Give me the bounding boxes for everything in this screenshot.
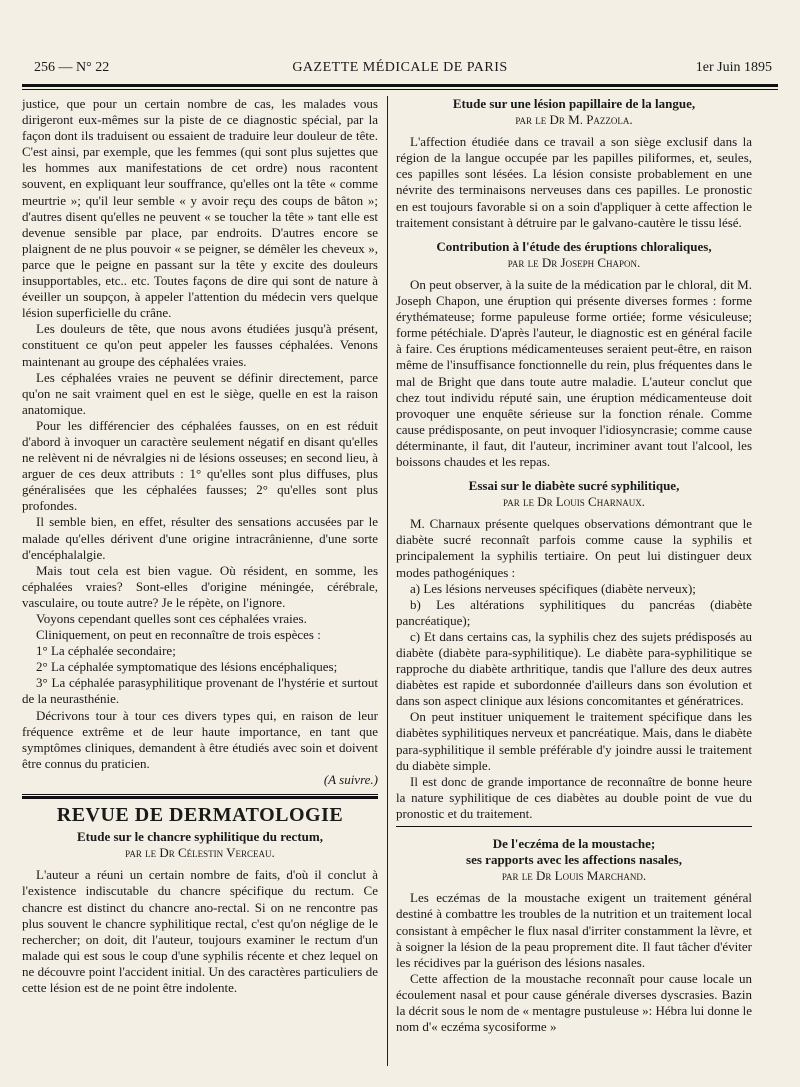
list-item: 1° La céphalée secondaire;: [36, 643, 176, 659]
article-author: par le Dr Louis Marchand.: [501, 868, 647, 884]
article-title: Essai sur le diabète sucré syphilitique,: [468, 478, 680, 494]
section-rule-thick: [22, 796, 378, 799]
paragraph: Les douleurs de tête, que nous avons étudiées jusqu'à présent, constituent ce qu'on peut appeler les fausses céphalées. Venons maintenant au groupe des céphalées vraies.: [22, 321, 378, 369]
paragraph: Il semble bien, en effet, résulter des sensations accusées par le malade qu'elles dérivent d'une origine intracrânienne, d'une sorte d'encéphalalgie.: [22, 514, 378, 562]
list-item: 2° La céphalée symptomatique des lésions encéphaliques;: [36, 659, 338, 675]
paragraph: justice, que pour un certain nombre de cas, les malades vous dirigeront eux-mêmes sur la piste de ce diagnostic spécial, par la façon dont ils traduisent ou essaient de traduire leur douleur de tête. C'est ainsi, par exemple, que les femmes (qui sont plus sujettes que les hommes aux manifestations de cet ordre) nous racontent souvent, en expliquant leur souffrance, qu'elles ont la tête « comme meurtrie »; qu'il leur semble « y avoir reçu des coups de bâton »; d'autres disent qu'elles ne peuvent « se toucher la tête » tant elle est devenue sensible par place, par endroits. D'autres encore se plaignent de ne plus pouvoir « se peigner, se démêler les cheveux », parce que le peigne en passant sur la tête y excite des douleurs insupportables, etc.. etc. Toutes façons de dire qui sont de nature à éveiller un soupçon, à appeler l'attention du médecin vers quelque lésion superficielle du crâne.: [22, 96, 378, 321]
article-title: Etude sur le chancre syphilitique du rectum,: [77, 829, 323, 845]
list-item: a) Les lésions nerveuses spécifiques (diabète nerveux);: [410, 580, 696, 596]
continued-note: (A suivre.): [323, 771, 378, 787]
paragraph: On peut observer, à la suite de la médication par le chloral, dit M. Joseph Chapon, une éruption qui présente diverses formes : forme érythémateuse; forme papuleuse forme ortiée; forme vésiculeuse; forme pétéchiale. D'après l'auteur, le diagnostic est en général facile à faire. Ces éruptions médicamenteuses seraient peut-être, en raison même de l'insuffisance fonctionnelle du rein, plus fréquentes dans le mal de Bright que dans toute autre maladie. L'auteur conclut que chez tout individu réputé sain, une éruption médicamenteuse doit provoquer une enquête sérieuse sur la fonction rénale. Comme cause prédisposante, on peut invoquer l'idiosyncrasie; comme cause déterminante, il faut, dit l'auteur, incriminer avant tout l'alcool, les boissons chaudes et les repas.: [396, 276, 752, 469]
paragraph: Décrivons tour à tour ces divers types qui, en raison de leur fréquence extrême et de leur haute importance, en tant que symptômes cliniques, demandent à être étudiés avec soin et doivent être connus du praticien.: [22, 707, 378, 771]
issue-date: 1er Juin 1895: [695, 60, 772, 75]
paragraph: Mais tout cela est bien vague. Où résident, en somme, les céphalées vraies? Sont-elles d'origine méningée, cérébrale, vasculaire, ou toute autre? Je le répète, on l'ignore.: [22, 562, 378, 610]
article-author: par le Dr Louis Charnaux.: [503, 494, 645, 510]
left-column: [22, 96, 378, 996]
paragraph: L'auteur a réuni un certain nombre de faits, d'où il conclut à l'existence indiscutable du chancre spécifique du rectum. Ce chancre est distinct du chancre ano-rectal. Si on ne rencontre pas plus souvent le chancre syphilitique rectal, c'est qu'on néglige de le rechercher; on doit, dit l'auteur, toujours examiner le rectum d'un malade qui est sous le coup d'une syphilis récente et chez lequel on ne découvre point l'accident initial. Un des caractères particuliers de cette lésion est de ne point être indolente.: [22, 867, 378, 995]
header-rule-thin: [22, 89, 778, 90]
header-rule: [22, 84, 778, 87]
paragraph: L'affection étudiée dans ce travail a son siège exclusif dans la région de la langue occupée par les papilles piliformes, et, seules, ces papilles sont lésées. La lésion consiste probablement en une névrite des terminaisons nerveuses dans ces papilles. Le pronostic en est toujours favorable si on a soin d'appliquer à cette affection le traitement consistant à détruire par le galvano-cautère le tissu lésé.: [396, 134, 752, 230]
article-title: Etude sur une lésion papillaire de la langue,: [452, 96, 696, 111]
list-item: 3° La céphalée parasyphilitique provenant de l'hystérie et surtout de la neurasthénie.: [22, 675, 378, 707]
page-header: [28, 56, 772, 78]
paragraph: On peut instituer uniquement le traitement spécifique dans les diabètes syphilitiques nerveux et pancréatique. Mais, dans le diabète para-syphilitique il semble préférable d'y joindre aussi le traitement du diabète simple.: [396, 709, 752, 773]
article-subtitle: ses rapports avec les affections nasales,: [466, 852, 682, 868]
right-column: [396, 96, 752, 1035]
column-divider: [387, 96, 388, 1066]
article-title: Contribution à l'étude des éruptions chloraliques,: [436, 238, 712, 254]
paragraph: Cette affection de la moustache reconnaît pour cause locale un écoulement nasal et pour cause générale diverses dyscrasies. Bazin la décrit sous le nom de « mentagre pustuleuse »: Hébra lui donne le nom d'« eczéma sycosiforme »: [396, 970, 752, 1035]
article-title: De l'eczéma de la moustache;: [492, 836, 656, 852]
section-rubric: REVUE DE DERMATOLOGIE: [56, 804, 344, 827]
page-number: 256 — N° 22: [34, 60, 110, 75]
section-rule: [396, 826, 752, 827]
list-item: c) Et dans certains cas, la syphilis chez des sujets prédisposés au diabète (diabète para-syphilitique). Le diabète para-syphilitique se rapproche du diabète arthritique, tandis que l'allure des deux autres diabètes est rapide et subordonnée d'ailleurs dans son évolution et dans son aspect clinique aux lésions concomitantes et génératrices.: [396, 628, 752, 709]
paragraph: Les eczémas de la moustache exigent un traitement général destiné à combattre les troubles de la nutrition et un traitement local consistant à empêcher le flux nasal d'irriter constamment la lèvre, et à soigner la lésion de la peau proprement dite. Il faut tâcher d'éviter les récidives par la guérison des lésions nasales.: [396, 890, 752, 970]
paragraph: Il est donc de grande importance de reconnaître de bonne heure la nature syphilitique de ces diabètes au double point de vue du pronostic et du traitement.: [396, 773, 752, 821]
paragraph: Cliniquement, on peut en reconnaître de trois espèces :: [36, 627, 321, 643]
article-author: par le Dr Joseph Chapon.: [507, 254, 641, 270]
paragraph: M. Charnaux présente quelques observations démontrant que le diabète sucré reconnaît parfois comme cause la syphilis et principalement la syphilis tertiaire. On peut lui distinguer deux modes pathogéniques :: [396, 516, 752, 580]
section-rule: [22, 794, 378, 795]
article-author: par le Dr M. Pazzola.: [515, 112, 633, 128]
list-item: b) Les altérations syphilitiques du pancréas (diabète pancréatique);: [396, 596, 752, 628]
journal-title: GAZETTE MÉDICALE DE PARIS: [292, 60, 508, 75]
paragraph: Les céphalées vraies ne peuvent se définir directement, parce qu'on ne sait vraiment quel en est le siège, quelle en est la raison anatomique.: [22, 369, 378, 417]
paragraph: Pour les différencier des céphalées fausses, on en est réduit d'abord à invoquer un caractère seulement négatif en disant qu'elles ne relèvent ni de névralgies ni de lésions osseuses; en second lieu, à arguer de ces deux attributs : 1° qu'elles sont plus diffuses, plus généralisées que les céphalées fausses; 2° qu'elles sont plus profondes.: [22, 417, 378, 514]
paragraph: Voyons cependant quelles sont ces céphalées vraies.: [36, 611, 307, 626]
article-author: par le Dr Célestin Verceau.: [125, 845, 275, 861]
